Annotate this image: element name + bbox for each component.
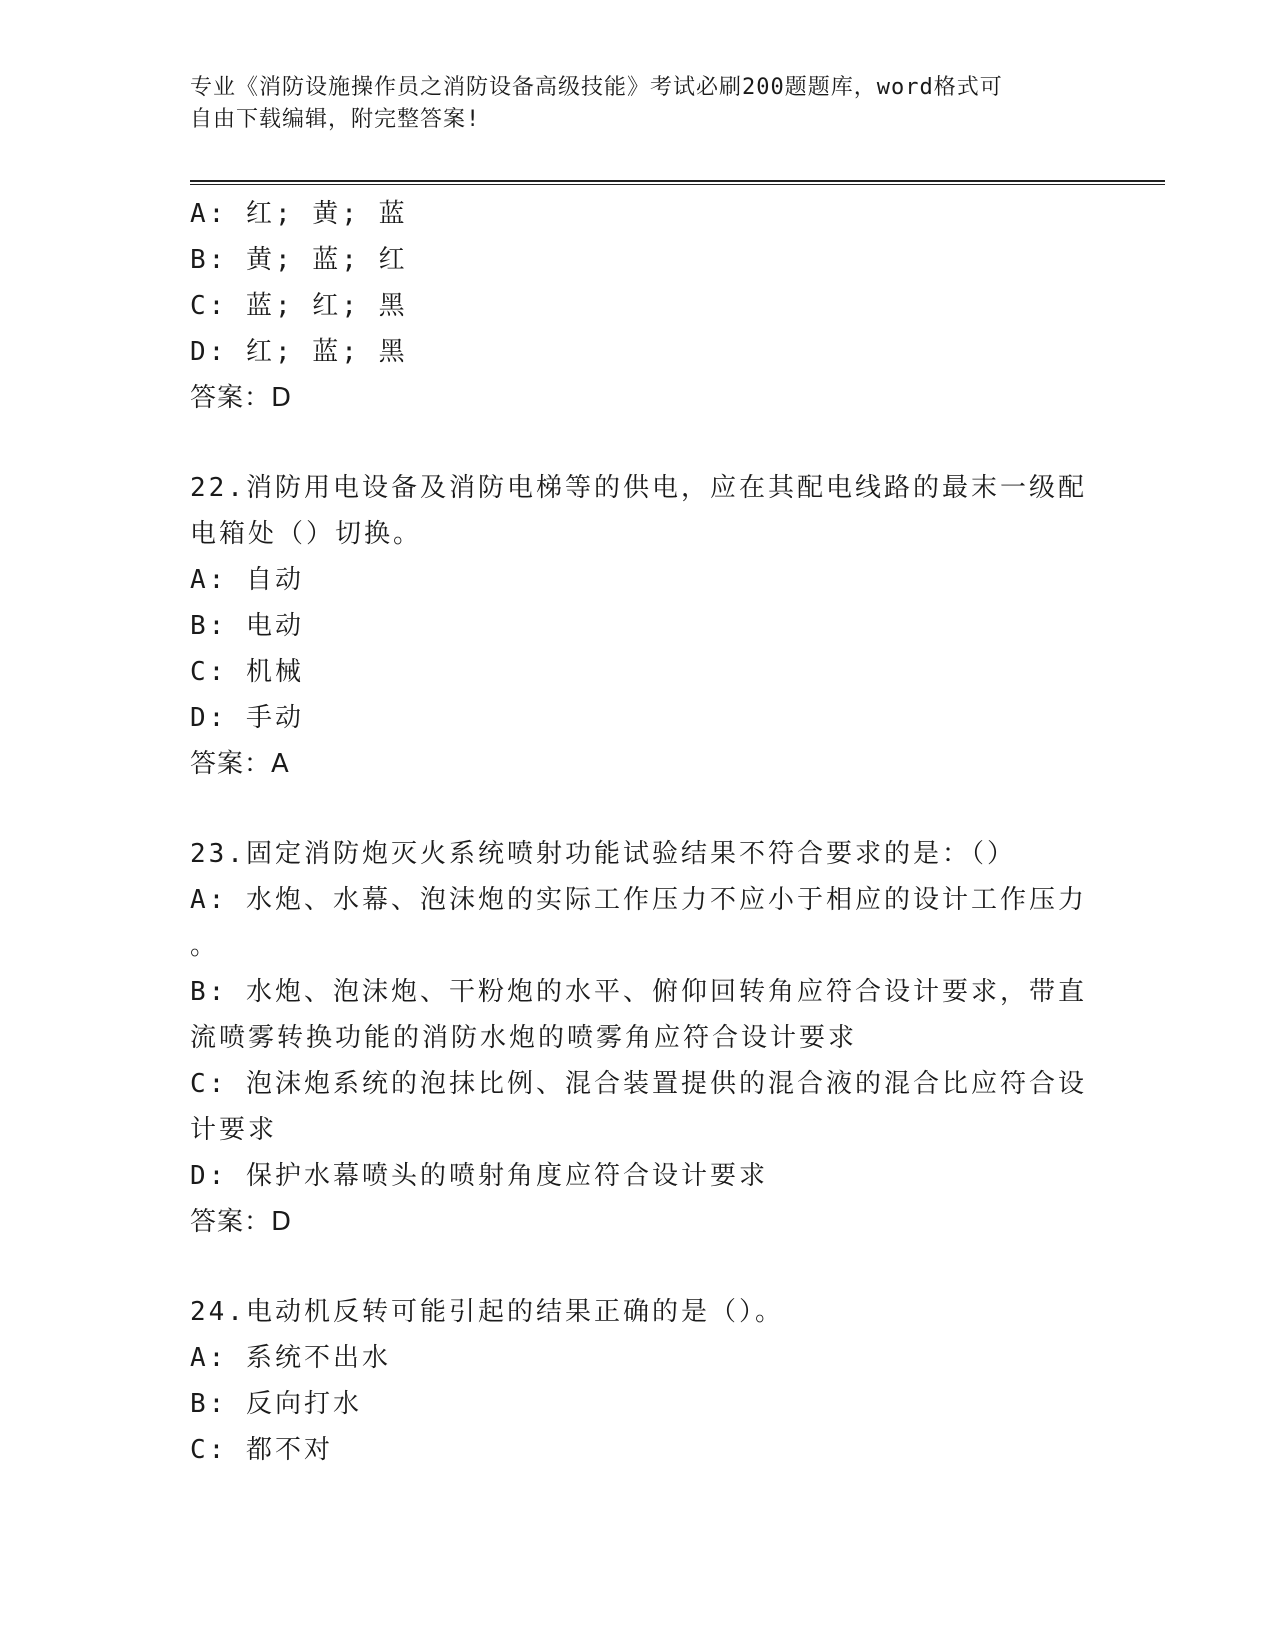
q23-stem: 23.固定消防炮灭火系统喷射功能试验结果不符合要求的是：（）: [190, 839, 1016, 869]
q22-option-a: A: 自动: [190, 565, 304, 595]
q23-option-c-line-2: 计要求: [190, 1115, 278, 1145]
q22-stem-line-2: 电箱处（）切换。: [190, 519, 423, 549]
q24-option-a: A: 系统不出水: [190, 1343, 391, 1373]
question-24: [190, 1289, 1090, 1473]
header-divider: [190, 180, 1165, 185]
question-22: [190, 465, 1090, 787]
q23-option-d: D: 保护水幕喷头的喷射角度应符合设计要求: [190, 1161, 768, 1191]
q21-option-a: A: 红; 黄; 蓝: [190, 199, 408, 229]
document-header: [190, 72, 1090, 136]
q22-option-b: B: 电动: [190, 611, 304, 641]
q22-stem-line-1: 22.消防用电设备及消防电梯等的供电，应在其配电线路的最末一级配: [190, 473, 1087, 503]
header-line-1: 专业《消防设施操作员之消防设备高级技能》考试必刷200题题库，word格式可: [190, 75, 1003, 100]
question-21: [190, 191, 1090, 421]
q24-option-c: C: 都不对: [190, 1435, 333, 1465]
q23-option-a-line-2: 。: [190, 931, 220, 961]
q24-stem: 24.电动机反转可能引起的结果正确的是（）。: [190, 1297, 784, 1327]
q21-option-d: D: 红; 蓝; 黑: [190, 337, 408, 367]
question-gap: [190, 1245, 1090, 1289]
q23-option-a-line-1: A: 水炮、水幕、泡沫炮的实际工作压力不应小于相应的设计工作压力: [190, 885, 1087, 915]
q21-option-b: B: 黄; 蓝; 红: [190, 245, 408, 275]
q22-answer: 答案：A: [190, 749, 290, 779]
q22-option-d: D: 手动: [190, 703, 304, 733]
question-list: [190, 191, 1090, 1473]
q24-option-b: B: 反向打水: [190, 1389, 362, 1419]
q21-option-c: C: 蓝; 红; 黑: [190, 291, 408, 321]
q23-answer: 答案：D: [190, 1207, 293, 1237]
q23-option-c-line-1: C: 泡沫炮系统的泡抹比例、混合装置提供的混合液的混合比应符合设: [190, 1069, 1087, 1099]
question-gap: [190, 421, 1090, 465]
q21-answer: 答案：D: [190, 383, 293, 413]
header-line-2: 自由下载编辑，附完整答案!: [190, 107, 481, 132]
q23-option-b-line-1: B: 水炮、泡沫炮、干粉炮的水平、俯仰回转角应符合设计要求，带直: [190, 977, 1087, 1007]
question-gap: [190, 787, 1090, 831]
q22-option-c: C: 机械: [190, 657, 304, 687]
q23-option-b-line-2: 流喷雾转换功能的消防水炮的喷雾角应符合设计要求: [190, 1023, 858, 1053]
question-23: [190, 831, 1090, 1245]
